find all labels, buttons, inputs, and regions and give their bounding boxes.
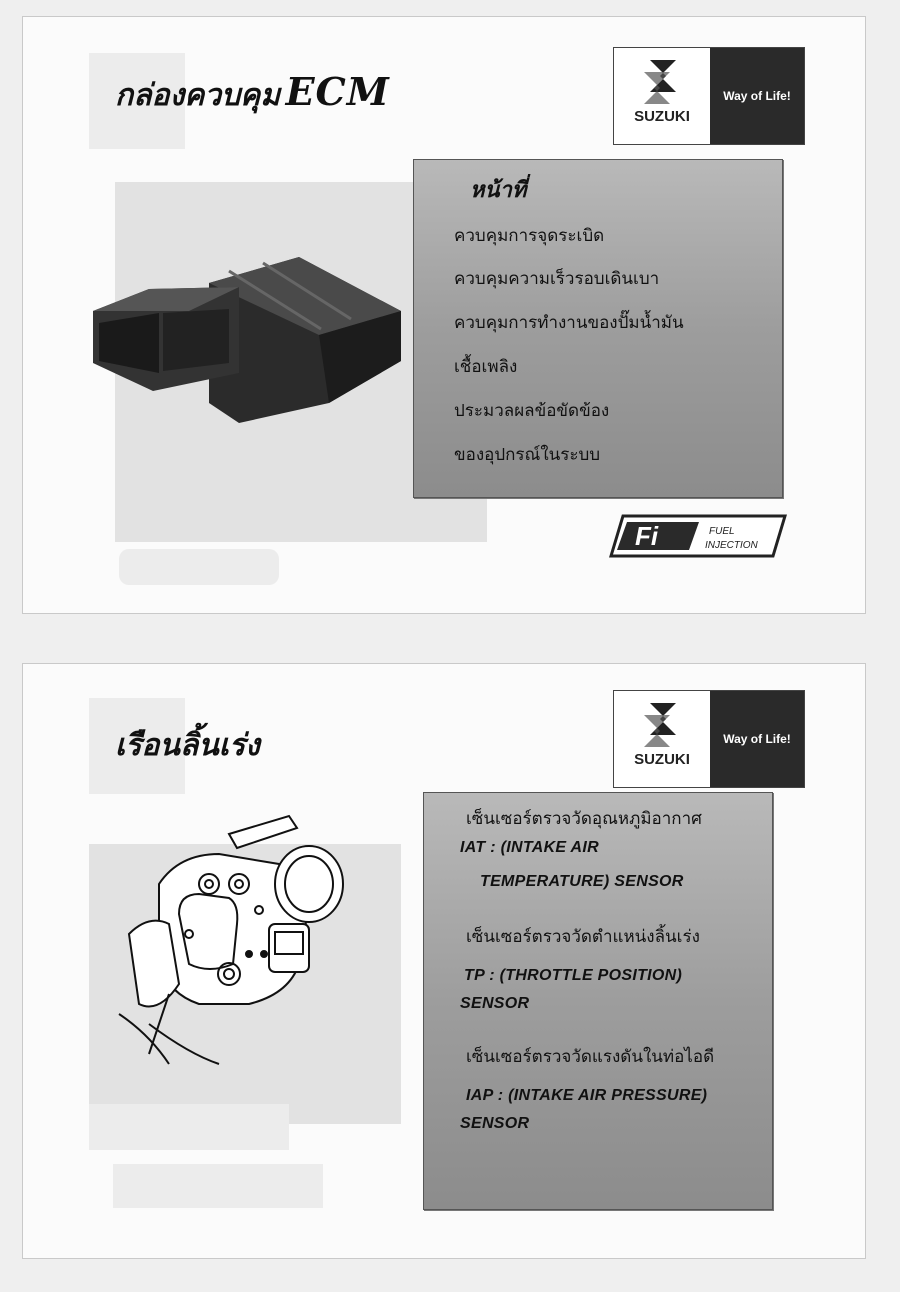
suzuki-s-icon (614, 48, 710, 144)
throttle-body-icon (109, 814, 349, 1074)
title-thai: กล่องควบคุม (115, 78, 281, 113)
function-item: ควบคุมความเร็วรอบเดินเบา (454, 269, 660, 289)
sensor-thai-label: เซ็นเซอร์ตรวจวัดตำแหน่งลิ้นเร่ง (466, 927, 700, 947)
suzuki-logo (613, 47, 805, 145)
slide-title (115, 69, 390, 119)
title-ecm: ECM (285, 69, 390, 114)
sensor-panel (423, 792, 773, 1210)
ecm-box-icon (89, 253, 401, 423)
slide-throttle-body (22, 663, 866, 1259)
ghost-caption (89, 1104, 289, 1150)
logo-tagline: Way of Life! (710, 691, 804, 787)
function-item: เชื้อเพลิง (454, 357, 518, 377)
sensor-english-label: SENSOR (460, 1115, 530, 1132)
sensor-english-label: SENSOR (460, 995, 530, 1012)
badge-line2: INJECTION (705, 540, 758, 551)
function-item: ควบคุมการจุดระเบิด (454, 226, 605, 246)
slide-ecm (22, 16, 866, 614)
sensor-thai-label: เซ็นเซอร์ตรวจวัดแรงดันในท่อไอดี (466, 1047, 715, 1067)
fuel-injection-badge (609, 514, 787, 558)
function-item: ควบคุมการทำงานของปั๊มน้ำมัน (454, 313, 684, 333)
sensor-english-label: TP : (THROTTLE POSITION) (464, 967, 683, 984)
function-item: ของอุปกรณ์ในระบบ (454, 445, 601, 465)
suzuki-s-icon (614, 691, 710, 787)
logo-brand: SUZUKI (634, 751, 690, 768)
logo-tagline: Way of Life! (710, 48, 804, 144)
logo-brand: SUZUKI (634, 108, 690, 125)
sensor-english-label: TEMPERATURE) SENSOR (480, 873, 684, 890)
suzuki-logo (613, 690, 805, 788)
function-item: ประมวลผลข้อขัดข้อง (454, 401, 610, 421)
sensor-english-label: IAT : (INTAKE AIR (460, 839, 600, 856)
badge-line1: FUEL (709, 526, 735, 537)
sensor-thai-label: เซ็นเซอร์ตรวจวัดอุณหภูมิอากาศ (466, 809, 702, 829)
badge-mark: Fi (635, 521, 659, 551)
function-panel (413, 159, 783, 498)
ghost-badge (119, 549, 279, 585)
ghost-badge (113, 1164, 323, 1208)
slide-title: เรือนลิ้นเร่ง (115, 728, 260, 763)
panel-heading: หน้าที่ (470, 178, 527, 203)
sensor-english-label: IAP : (INTAKE AIR PRESSURE) (466, 1087, 708, 1104)
